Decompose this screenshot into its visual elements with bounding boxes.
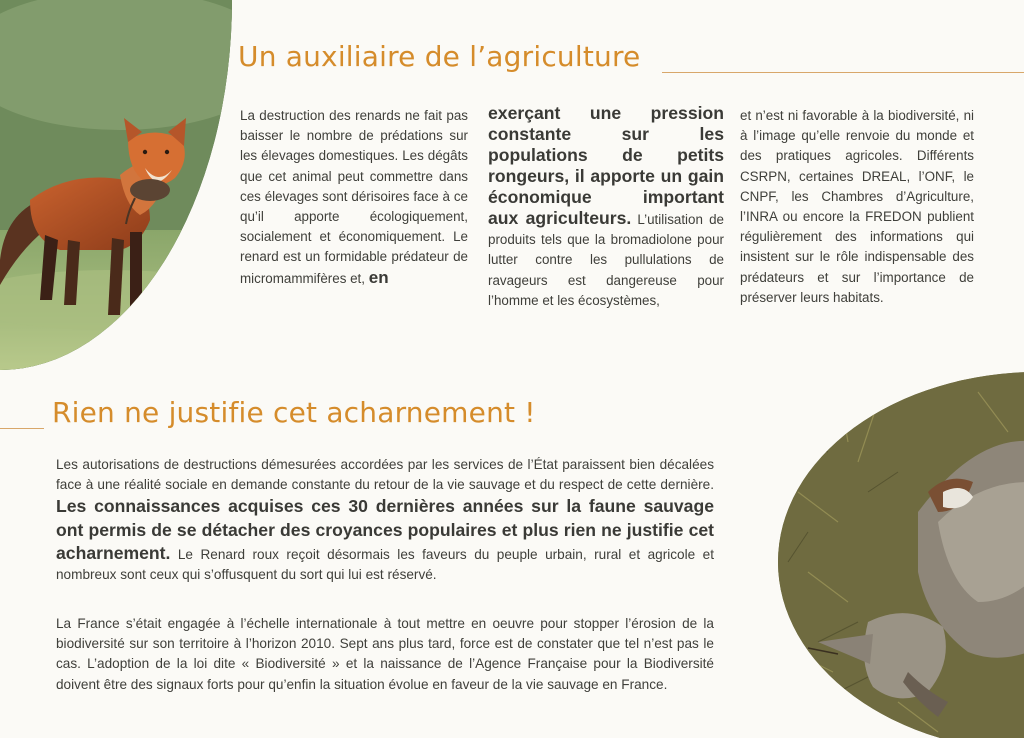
column-2-bold-lead-end: aux agriculteurs. bbox=[488, 208, 632, 228]
column-1-bold-tail: en bbox=[368, 267, 389, 287]
text-column-2 bbox=[488, 103, 724, 311]
fox-illustration bbox=[0, 0, 232, 370]
dead-fox-photo bbox=[778, 372, 1024, 738]
section-title-acharnement: Rien ne justifie cet acharnement ! bbox=[52, 396, 536, 429]
paragraph-acharnement bbox=[56, 455, 714, 585]
fox-with-prey-photo bbox=[0, 0, 232, 370]
dead-fox-illustration bbox=[778, 372, 1024, 738]
paragraph-1-tail: Le Renard roux reçoit désormais les faveurs du peuple urbain, rural et agricole et nombreux sont ceux qui s’offusquent du sort qui lui est réservé. bbox=[56, 546, 714, 583]
title-left-rule bbox=[0, 428, 44, 429]
column-1-text: La destruction des renards ne fait pas baisser le nombre de prédations sur les élevages domestiques. Les dégâts que cet animal peut commettre dans ces élevages sont dérisoires face à ce qu’il apporte écologiquement, socialement et économiquement. Le renard est un formidable prédateur de micromammifères et, bbox=[240, 108, 468, 286]
paragraph-biodiversite: La France s’était engagée à l’échelle internationale à tout mettre en oeuvre pour stopper l’érosion de la biodiversité sur son territoire à l’horizon 2010. Sept ans plus tard, force est de constater que tel n’est pas le cas. L’adoption de la loi dite « Biodiversité » et la naissance de l’Agence Française pour la Biodiversité doivent être des signaux forts pour qu’enfin la situation évolue en faveur de la vie sauvage en France. bbox=[56, 616, 714, 692]
text-column-1 bbox=[240, 106, 468, 289]
section-title-auxiliaire: Un auxiliaire de l’agriculture bbox=[238, 40, 641, 73]
column-2-text: L’utilisation de produits tels que la bromadiolone pour lutter contre les pullulations de ravageurs est dangereuse pour l’homme et les écosystèmes, bbox=[488, 212, 724, 308]
title-underline bbox=[662, 72, 1024, 73]
text-column-3: et n’est ni favorable à la biodiversité, ni à l’image qu’elle renvoie du monde et des pratiques agricoles. Différents CSRPN, certaines DREAL, l’ONF, le CNPF, les Chambres d’Agriculture, l’INRA ou encore la FREDON publient régulièrement des informations qui insistent sur le rôle indispensable des prédateurs et sur l’importance de préserver leurs habitats. bbox=[740, 108, 974, 305]
paragraph-1-intro: Les autorisations de destructions démesurées accordées par les services de l’État paraissent bien décalées face à une réalité sociale en demande constante du retour de la vie sauvage et du respect de cette dernière. bbox=[56, 457, 714, 493]
column-2-bold-lead: exerçant une pression constante sur les populations de petits rongeurs, il apporte un gain économique important bbox=[488, 103, 724, 207]
paragraph-1-bold: Les connaissances acquises ces 30 dernières années sur la faune sauvage ont permis de se détacher des croyances populaires et plus rien ne justifie cet acharnement. bbox=[56, 496, 714, 563]
